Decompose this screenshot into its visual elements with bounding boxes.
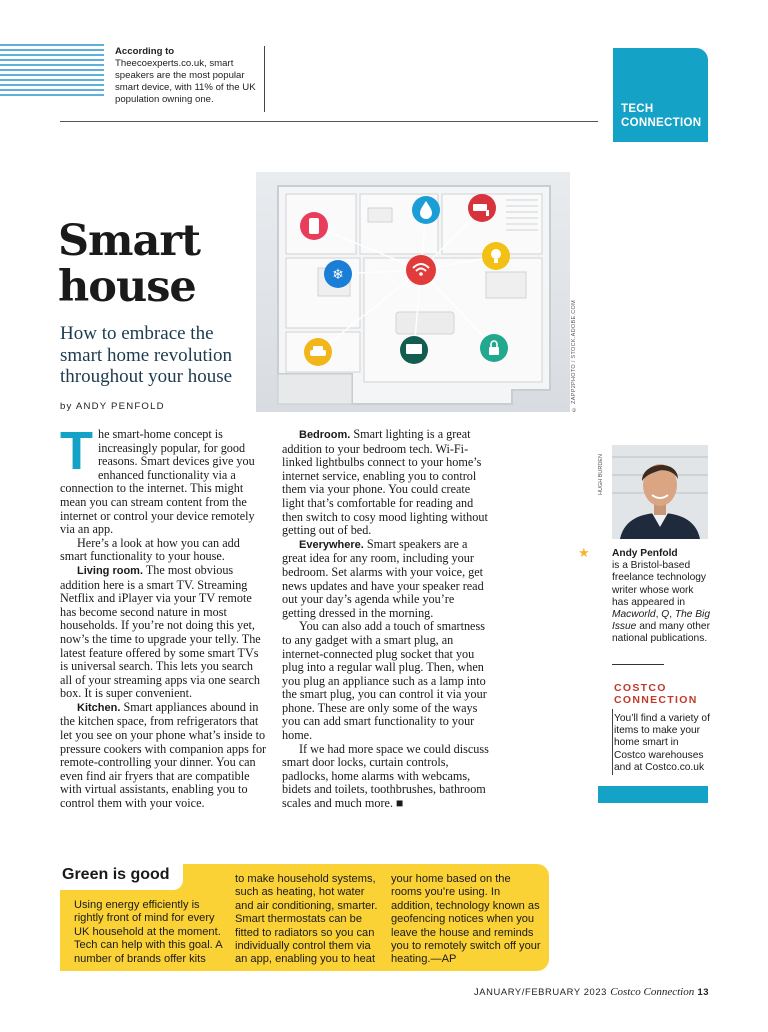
page-footer [474,986,709,998]
car-icon [304,338,332,366]
green-column-3: your home based on the rooms you’re using. In addition, technology known as geofencing notices when you leave the house and reminds you to remotely switch off your heating.—AP [391,873,541,966]
byline: by ANDY PENFOLD [60,401,165,412]
lightbulb-icon [482,242,510,270]
snowflake-icon [324,260,352,288]
stat-callout: According to Theecoexperts.co.uk, smart speakers are the most popular smart device, with 11% of the UK population owning one. [115,46,256,105]
photo-credit: © ZAPP2PHOTO / STOCK.ADOBE.COM [571,300,577,412]
drop-cap: T [60,421,93,481]
padlock-icon [480,334,508,362]
author-bio: Andy Penfold is a Bristol-based freelance technology writer whose work has appeared in Macworld, Q, The Big Issue and many other national publications. [612,548,712,646]
article-title: Smart house [58,216,200,312]
paragraph-kitchen: Kitchen. Smart appliances abound in the kitchen space, from refrigerators that let you see on your phone what’s inside to pressure cookers with companion apps for remote-controlling your dinner. You can even find air fryers that are compatible with virtual assistants, enabling you to control them with your voice. [60,699,267,811]
divider [612,664,664,665]
green-heading: Green is good [62,866,170,883]
green-column-2: to make household systems, such as heating, hot water and air conditioning, smarter. Smart thermostats can be fitted to radiators so you can individually control them via an app, enabling you to heat [235,873,378,966]
security-camera-icon [468,194,496,222]
costco-connection-heading: COSTCO CONNECTION [614,682,698,706]
author-name: Andy Penfold [612,548,678,559]
decorative-stripes [0,44,104,96]
wifi-icon [406,255,436,285]
smart-house-illustration [256,172,570,412]
author-headshot [612,445,708,539]
paragraph-everywhere: Everywhere. Smart speakers are a great idea for any room, including your bedroom. Set alarms with your voice, get news updates and have your speaker read out your day’s agenda while you’re getting dressed in the morning. [282,536,484,620]
divider [612,709,613,775]
article-column-2 [282,428,490,811]
magazine-name: Costco Connection [610,986,695,998]
paragraph: If we had more space we could discuss smart door locks, curtain controls, padlocks, home alarms with webcams, bidets and toilets, toothbrushes, bathroom scales and much more. ■ [282,741,489,811]
accent-bar [598,786,708,803]
article-column-1 [60,421,268,811]
header-rule [60,121,598,122]
svg-text:❄: ❄ [332,266,344,282]
tv-icon [400,336,428,364]
headshot-credit: HUGH BURDEN [598,454,604,495]
article-subtitle: How to embrace the smart home revolution throughout your house [60,323,233,387]
page-number: 13 [697,986,710,997]
stat-divider [264,46,265,112]
paragraph: Here’s a look at how you can add smart functionality to your house. [60,535,240,564]
paragraph-bedroom: Bedroom. Smart lighting is a great addition to your bedroom tech. Wi-Fi-linked lightbulbs connect to your home’s internet service, enabling you to control them via your phone. You could create light that’s comfortable for reading and then switch to cosy mood lighting without getting out of bed. [282,427,488,538]
smartwatch-icon [300,212,328,240]
star-icon: ★ [578,545,590,560]
costco-connection-text: You’ll find a variety of items to make your home smart in Costco warehouses and at Costco.co.uk [614,713,710,773]
house-floorplan-svg [256,172,570,412]
green-column-1: Using energy efficiently is rightly front of mind for every UK household at the moment. Tech can help with this goal. A number of brands offer kits [74,899,223,965]
intro-paragraph: The smart-home concept is increasingly popular, for good reasons. Smart devices give you enhanced functionality via a connection to the internet. This might mean you can stream content from the internet or control your device remotely via an app. [60,421,255,537]
water-drop-icon [412,196,440,224]
issue-date: JANUARY/FEBRUARY 2023 [474,986,607,997]
section-label-box [613,48,708,142]
section-label: TECH CONNECTION [621,103,702,129]
paragraph-living-room: Living room. The most obvious addition here is a smart TV. Streaming Netflix and iPlayer via your TV remote has become second nature in most households. If you’re not doing this yet, now’s the time to upgrade your telly. The latest feature offered by some smart TVs is universal search. This lets you search all of your streaming apps via one search box. It is super convenient. [60,562,261,701]
paragraph: You can also add a touch of smartness to any gadget with a smart plug, an internet-connected plug socket that you plug into a regular wall plug. Then, when you plug an appliance such as a lamp into the smart plug, you can control it via your phone. These are only some of the ways you can add smart functionality to your home. [282,619,487,743]
